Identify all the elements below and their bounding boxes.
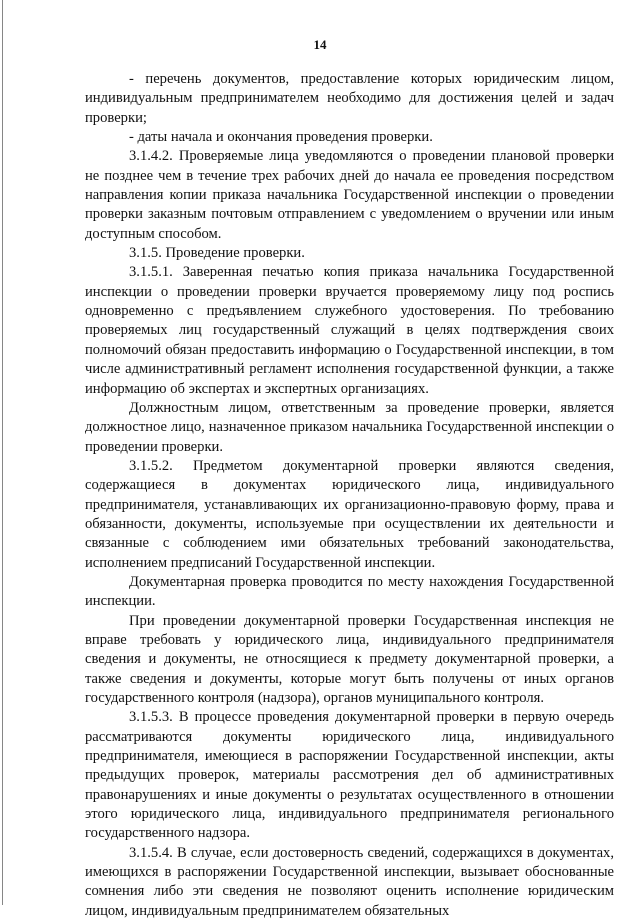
paragraph-list-item-documents: - перечень документов, предоставление которых юридическим лицом, индивидуальным предпринимателем необходимо для достижения целей и задач проверки; [85,71,614,126]
page-number: 14 [313,37,327,52]
paragraph-list-item-dates: - даты начала и окончания проведения проверки. [129,129,433,146]
paragraph-3-1-5-1: 3.1.5.1. Заверенная печатью копия приказа начальника Государственной инспекции о проведении проверки вручается проверяемому лицу под роспись одновременно с предъявлением служебного удостоверения. По требованию проверяемых лиц государственный служащий в целях подтверждения своих полномочий обязан предоставить информацию о Государственной инспекции, в том числе административный регламент исполнения государственной функции, а также информацию об экспертах и экспертных организациях. [85,264,614,397]
paragraph-documentary-check-location: Документарная проверка проводится по месту нахождения Государственной инспекции. [85,573,614,610]
paragraph-3-1-5-3: 3.1.5.3. В процессе проведения документарной проверки в первую очередь рассматриваются документы юридического лица, индивидуального предпринимателя, имеющиеся в распоряжении Государственной инспекции, акты предыдущих проверок, материалы рассмотрения дел об административных правонарушениях и иные документы о результатах осуществленного в отношении этого юридического лица, индивидуального предпринимателя регионального государственного надзора. [85,709,614,842]
paragraph-3-1-5-2: 3.1.5.2. Предметом документарной проверки являются сведения, содержащиеся в документах юридического лица, индивидуального предпринимателя, устанавливающих их организационно-правовую форму, права и обязанности, документы, используемые при осуществлении их деятельности и связанные с соблюдением ими обязательных требований законодательства, исполнением предписаний Государственной инспекции. [85,457,614,571]
paragraph-responsible-official: Должностным лицом, ответственным за проведение проверки, является должностное лицо, назначенное приказом начальника Государственной инспекции о проведении проверки. [85,399,614,455]
paragraph-3-1-5-4: 3.1.5.4. В случае, если достоверность сведений, содержащихся в документах, имеющихся в распоряжении Государственной инспекции, вызывает обоснованные сомнения либо эти сведения не позволяют оценить исполнение юридическим лицом, индивидуальным предпринимателем обязательных [85,844,614,919]
scan-edge-line [2,0,3,905]
paragraph-3-1-4-2: 3.1.4.2. Проверяемые лица уведомляются о проведении плановой проверки не позднее чем в течение трех рабочих дней до начала ее проведения посредством направления копии приказа начальника Государственной инспекции о проведении проверки заказным почтовым отправлением с уведомлением о вручении или иным доступным способом. [85,148,614,242]
document-body [85,70,614,921]
paragraph-documentary-check-restrictions: При проведении документарной проверки Государственная инспекция не вправе требовать у юридического лица, индивидуального предпринимателя сведения и документы, не относящиеся к предмету документарной проверки, а также сведения и документы, которые могут быть получены от иных органов государственного контроля (надзора), органов муниципального контроля. [85,612,614,706]
section-heading-3-1-5: 3.1.5. Проведение проверки. [129,245,305,262]
